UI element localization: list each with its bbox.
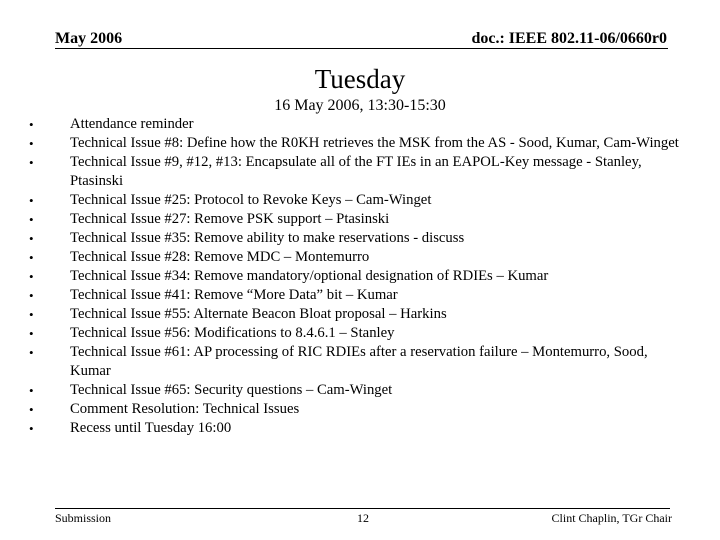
bullet-icon: • bbox=[29, 326, 34, 341]
footer-divider bbox=[55, 508, 670, 509]
agenda-item bbox=[29, 286, 685, 305]
footer-submission: Submission bbox=[55, 511, 112, 525]
agenda-item bbox=[29, 305, 685, 324]
header-divider bbox=[55, 48, 668, 49]
agenda-item bbox=[29, 210, 685, 229]
agenda-item bbox=[29, 267, 685, 286]
bullet-icon: • bbox=[29, 345, 34, 360]
bullet-icon: • bbox=[29, 155, 34, 170]
agenda-item bbox=[29, 381, 685, 400]
agenda-item bbox=[29, 134, 685, 153]
bullet-icon: • bbox=[29, 402, 34, 417]
agenda-item bbox=[29, 191, 685, 210]
bullet-icon: • bbox=[29, 383, 34, 398]
agenda-item-text: Technical Issue #34: Remove mandatory/optional designation of RDIEs – Kumar bbox=[70, 268, 549, 284]
agenda-item-text: Recess until Tuesday 16:00 bbox=[70, 420, 232, 436]
agenda-item-text: Technical Issue #65: Security questions – Cam-Winget bbox=[70, 382, 393, 398]
footer-author: Clint Chaplin, TGr Chair bbox=[551, 511, 672, 525]
agenda-item-text: Technical Issue #61: AP processing of RIC RDIEs after a reservation failure – Montemurro, Sood, Kumar bbox=[70, 344, 648, 379]
header-doc-id: doc.: IEEE 802.11-06/0660r0 bbox=[471, 30, 667, 47]
agenda-item bbox=[29, 343, 685, 381]
agenda-item bbox=[29, 153, 685, 191]
bullet-icon: • bbox=[29, 307, 34, 322]
bullet-icon: • bbox=[29, 212, 34, 227]
agenda-item bbox=[29, 419, 685, 438]
bullet-icon: • bbox=[29, 250, 34, 265]
bullet-icon: • bbox=[29, 136, 34, 151]
page-number: 12 bbox=[357, 511, 369, 525]
bullet-icon: • bbox=[29, 288, 34, 303]
agenda-item-text: Technical Issue #28: Remove MDC – Montemurro bbox=[70, 249, 370, 265]
agenda-item-text: Attendance reminder bbox=[70, 116, 194, 132]
agenda-item-text: Technical Issue #27: Remove PSK support – Ptasinski bbox=[70, 211, 390, 227]
agenda-item bbox=[29, 248, 685, 267]
agenda-item-text: Technical Issue #9, #12, #13: Encapsulate all of the FT IEs in an EAPOL-Key message - Stanley, Ptasinski bbox=[70, 154, 642, 189]
agenda-item-text: Technical Issue #8: Define how the R0KH retrieves the MSK from the AS - Sood, Kumar, Cam-Winget bbox=[70, 135, 679, 151]
agenda-item bbox=[29, 324, 685, 343]
agenda-item bbox=[29, 229, 685, 248]
bullet-icon: • bbox=[29, 117, 34, 132]
agenda-item-text: Technical Issue #56: Modifications to 8.4.6.1 – Stanley bbox=[70, 325, 395, 341]
slide-subtitle: 16 May 2006, 13:30-15:30 bbox=[274, 97, 446, 114]
bullet-icon: • bbox=[29, 269, 34, 284]
agenda-item-text: Technical Issue #35: Remove ability to make reservations - discuss bbox=[70, 230, 465, 246]
slide-title: Tuesday bbox=[314, 64, 406, 94]
agenda-list bbox=[29, 115, 685, 438]
bullet-icon: • bbox=[29, 231, 34, 246]
bullet-icon: • bbox=[29, 193, 34, 208]
agenda-item-text: Technical Issue #41: Remove “More Data” bit – Kumar bbox=[70, 287, 398, 303]
agenda-item bbox=[29, 115, 685, 134]
agenda-item bbox=[29, 400, 685, 419]
agenda-item-text: Technical Issue #25: Protocol to Revoke Keys – Cam-Winget bbox=[70, 192, 432, 208]
header-date: May 2006 bbox=[55, 30, 123, 47]
agenda-item-text: Comment Resolution: Technical Issues bbox=[70, 401, 300, 417]
bullet-icon: • bbox=[29, 421, 34, 436]
agenda-item-text: Technical Issue #55: Alternate Beacon Bloat proposal – Harkins bbox=[70, 306, 447, 322]
